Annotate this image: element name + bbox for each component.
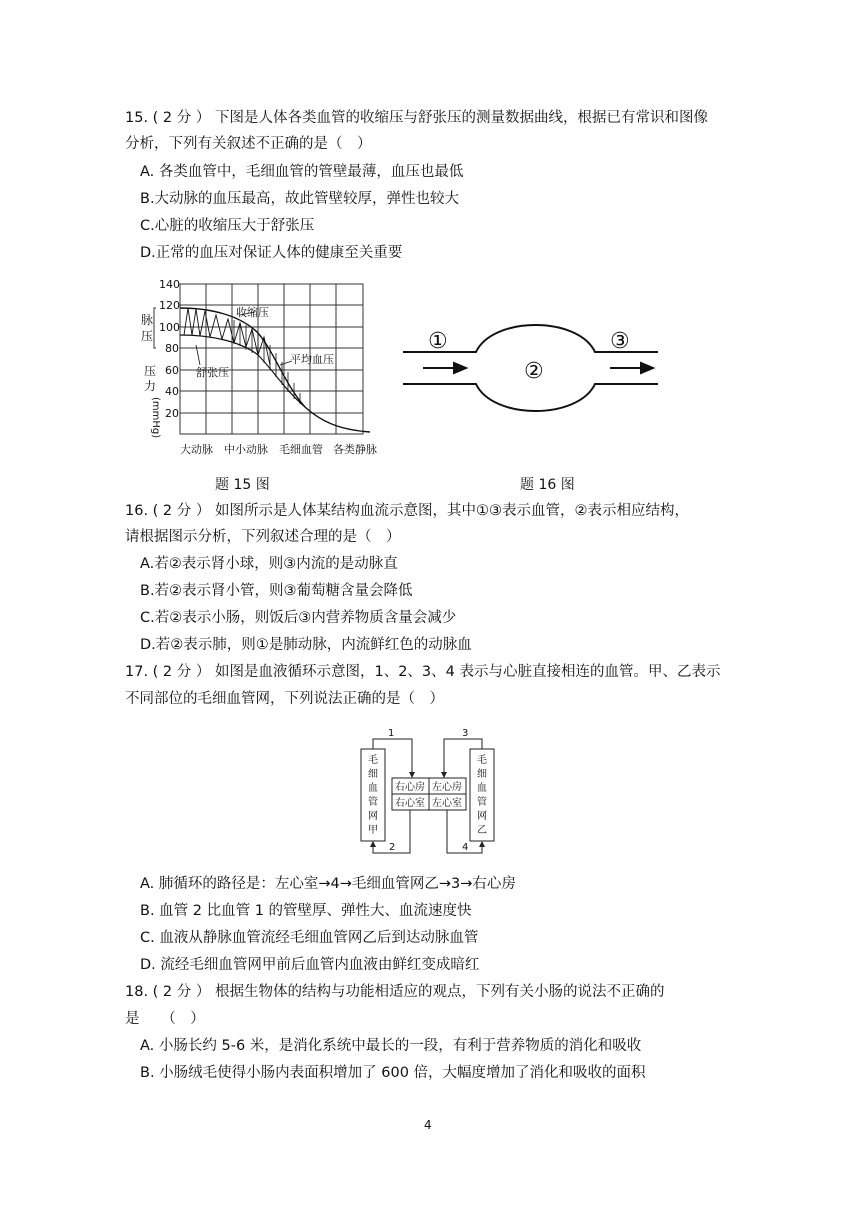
- fig17-circulation-diagram: [355, 725, 505, 865]
- q16-option-b: B.若②表示肾小管，则③葡萄糖含量会降低: [140, 583, 413, 599]
- fig15-ylabel-bottom-1: 压: [144, 364, 157, 378]
- fig15-ylabel-top-1: 脉: [141, 313, 154, 327]
- q16-option-c: C.若②表示小肠，则饭后③内营养物质含量会减少: [140, 610, 457, 626]
- fig17-vessel-4: 4: [462, 842, 469, 853]
- fig15-xlabel-4: 各类静脉: [333, 443, 377, 456]
- fig17-left-box-char-2: 细: [368, 769, 378, 780]
- q17-option-d: D. 流经毛细血管网甲前后血管内血液由鲜红变成暗红: [140, 957, 480, 973]
- q16-stem-line2: 请根据图示分析，下列叙述合理的是（ ）: [125, 529, 401, 545]
- fig17-vessel-2: 2: [389, 842, 396, 853]
- fig15-ytick-100: 100: [159, 321, 180, 334]
- q18-option-a: A. 小肠长约 5-6 米，是消化系统中最长的一段，有利于营养物质的消化和吸收: [140, 1038, 642, 1054]
- q16-option-d: D.若②表示肺，则①是肺动脉，内流鲜红色的动脉血: [140, 637, 472, 653]
- q18-stem-line1: 18. ( 2 分 ） 根据生物体的结构与功能相适应的观点，下列有关小肠的说法不正确的: [125, 984, 665, 1000]
- fig15-pressure-chart: [130, 275, 400, 465]
- fig17-right-box-char-2: 细: [477, 769, 487, 780]
- fig15-yunit: (mmHg): [150, 397, 161, 439]
- fig17-right-box-char-4: 管: [477, 797, 487, 808]
- q17-stem-line1: 17. ( 2 分 ） 如图是血液循环示意图，1、2、3、4 表示与心脏直接相连的血管。甲、乙表示: [125, 664, 721, 680]
- fig17-left-box-char-5: 网: [368, 811, 378, 822]
- q17-option-c: C. 血液从静脉血管流经毛细血管网乙后到达动脉血管: [140, 930, 479, 946]
- fig15-xlabel-3: 毛细血管: [279, 443, 323, 456]
- fig17-left-box-char-4: 管: [368, 797, 378, 808]
- fig16-label-2: ②: [524, 359, 544, 384]
- fig15-ytick-80: 80: [165, 342, 179, 355]
- q15-stem-line1: 15. ( 2 分 ） 下图是人体各类血管的收缩压与舒张压的测量数据曲线，根据已有常识和图像: [125, 110, 708, 126]
- q16-stem-line1: 16. ( 2 分 ） 如图所示是人体某结构血流示意图，其中①③表示血管，②表示相应结构，: [125, 503, 689, 519]
- q15-option-b: B.大动脉的血压最高，故此管壁较厚，弹性也较大: [140, 191, 460, 207]
- q18-option-b: B. 小肠绒毛使得小肠内表面积增加了 600 倍，大幅度增加了消化和吸收的面积: [140, 1065, 646, 1081]
- fig15-caption: 题 15 图: [215, 477, 270, 493]
- q15-stem-line2: 分析，下列有关叙述不正确的是（ ）: [125, 136, 372, 152]
- fig15-ytick-20: 20: [165, 407, 179, 420]
- fig15-ytick-60: 60: [165, 364, 179, 377]
- fig17-vessel-1: 1: [388, 728, 395, 739]
- page-number: 4: [424, 1118, 432, 1132]
- fig16-blood-flow-diagram: [398, 318, 663, 428]
- fig15-ylabel-bottom-2: 力: [144, 379, 157, 393]
- fig17-chamber-left-ventricle: 左心室: [432, 798, 462, 809]
- fig17-right-box-char-6: 乙: [477, 825, 487, 836]
- fig17-right-box-char-5: 网: [477, 811, 487, 822]
- fig15-label-systolic: 收缩压: [236, 306, 269, 319]
- fig15-xlabel-1: 大动脉: [180, 443, 213, 456]
- fig15-ylabel-top-2: 压: [141, 329, 154, 343]
- fig17-chamber-right-ventricle: 右心室: [395, 798, 425, 809]
- fig17-vessel-3: 3: [462, 728, 469, 739]
- fig15-xlabel-2: 中小动脉: [224, 443, 268, 456]
- fig15-label-diastolic: 舒张压: [196, 366, 229, 379]
- fig17-right-box-char-3: 血: [477, 783, 487, 794]
- fig17-chamber-right-atrium: 右心房: [395, 782, 425, 793]
- q15-option-c: C.心脏的收缩压大于舒张压: [140, 218, 315, 234]
- q17-stem-line2: 不同部位的毛细血管网，下列说法正确的是（ ）: [125, 691, 444, 707]
- fig16-caption: 题 16 图: [520, 477, 575, 493]
- q16-option-a: A.若②表示肾小球，则③内流的是动脉直: [140, 556, 398, 572]
- q15-option-d: D.正常的血压对保证人体的健康至关重要: [140, 245, 403, 261]
- q15-option-a: A. 各类血管中，毛细血管的管壁最薄，血压也最低: [140, 164, 464, 180]
- fig16-label-3: ③: [610, 329, 630, 354]
- q18-stem-line2: 是 （ ）: [125, 1011, 205, 1027]
- fig15-ytick-120: 120: [159, 299, 180, 312]
- fig16-label-1: ①: [428, 329, 448, 354]
- fig15-ytick-140: 140: [159, 278, 180, 291]
- fig15-label-mean: 平均血压: [290, 353, 334, 366]
- q17-option-b: B. 血管 2 比血管 1 的管壁厚、弹性大、血流速度快: [140, 903, 472, 919]
- fig17-right-box-char-1: 毛: [477, 755, 487, 766]
- fig17-left-box-char-3: 血: [368, 783, 378, 794]
- fig15-ytick-40: 40: [165, 385, 179, 398]
- fig17-chamber-left-atrium: 左心房: [432, 782, 462, 793]
- fig17-left-box-char-6: 甲: [368, 825, 378, 836]
- q17-option-a: A. 肺循环的路径是：左心室→4→毛细血管网乙→3→右心房: [140, 876, 516, 892]
- fig17-left-box-char-1: 毛: [368, 755, 378, 766]
